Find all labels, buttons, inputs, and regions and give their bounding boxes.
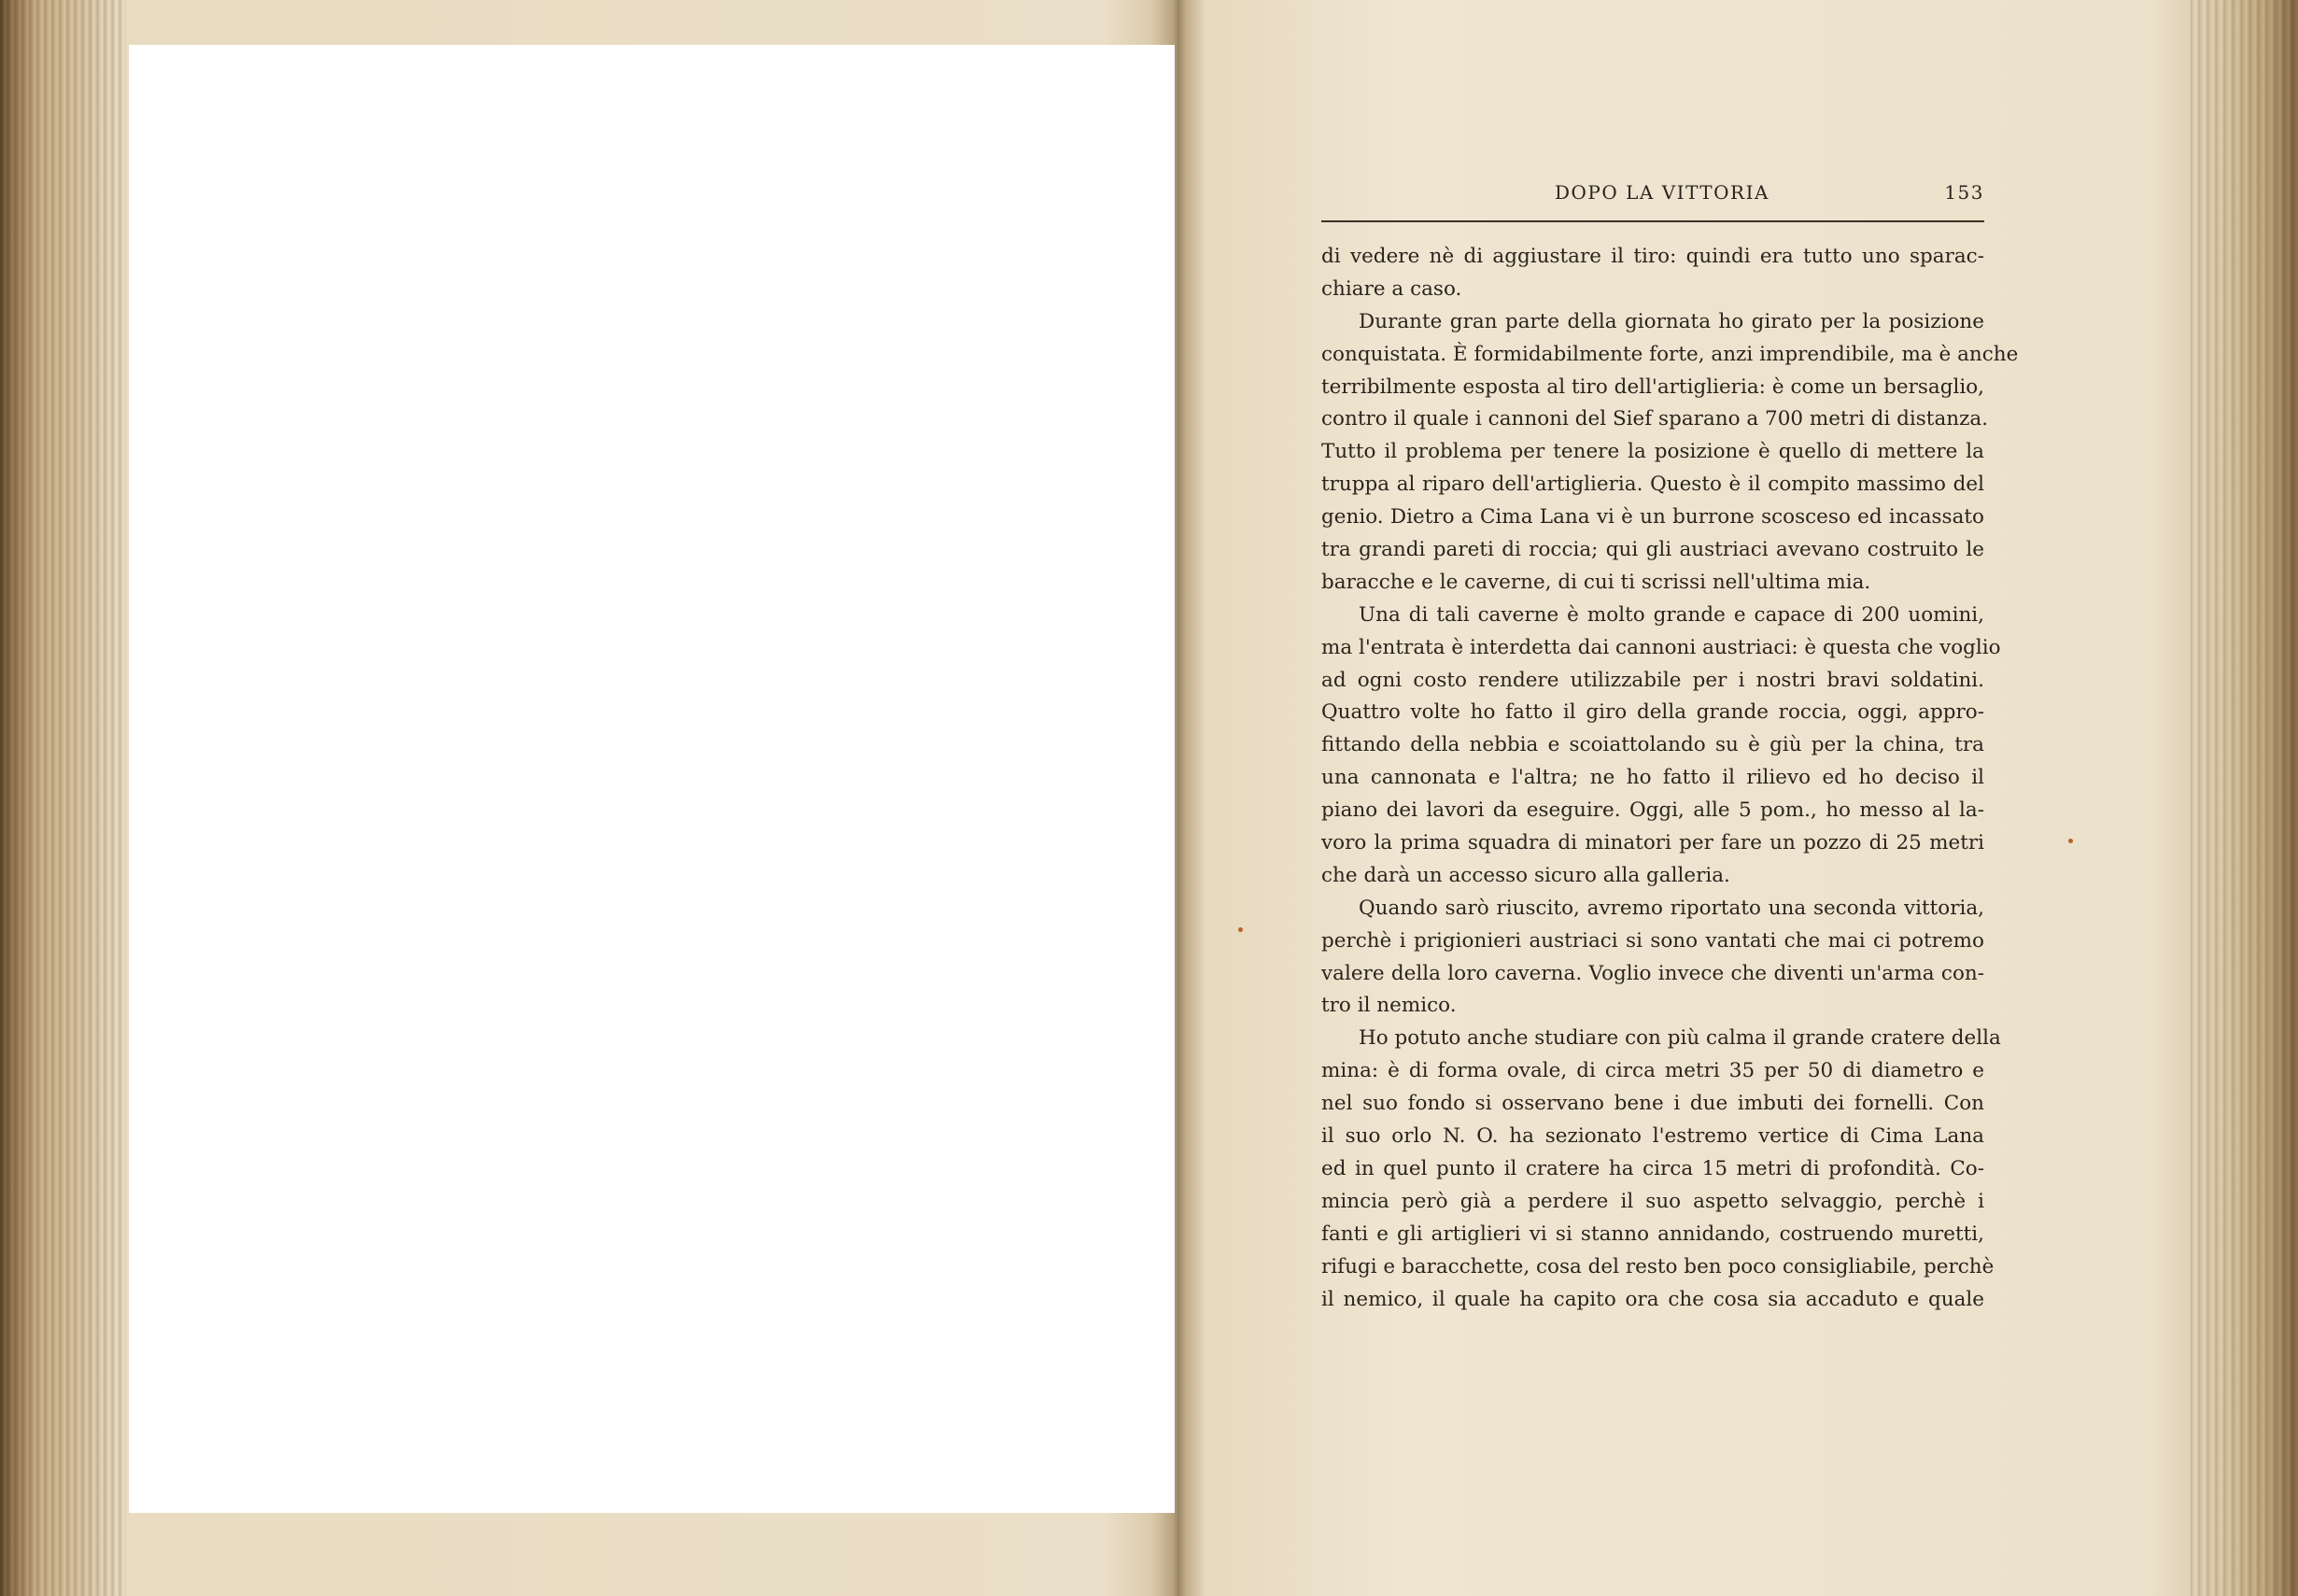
text-line: mina: è di forma ovale, di circa metri 35 per 50 di diametro e — [1321, 1059, 1984, 1083]
text-line: tra grandi pareti di roccia; qui gli austriaci avevano costruito le — [1321, 538, 1984, 562]
right-page — [1303, 0, 2019, 1596]
running-head — [1321, 177, 1984, 211]
paper-speck — [2068, 839, 2073, 843]
text-line: nel suo fondo si osservano bene i due imbuti dei fornelli. Con — [1321, 1092, 1984, 1116]
text-line: chiare a caso. — [1321, 276, 1462, 301]
text-line: conquistata. È formidabilmente forte, anzi imprendibile, ma è anche — [1321, 342, 2019, 366]
text-line: contro il quale i cannoni del Sief sparano a 700 metri di distanza. — [1321, 407, 1989, 431]
text-line: piano dei lavori da eseguire. Oggi, alle 5 pom., ho messo al la- — [1321, 798, 1984, 823]
text-line: ed in quel punto il cratere ha circa 15 metri di profondità. Co- — [1321, 1156, 1984, 1180]
text-line: mincia però già a perdere il suo aspetto selvaggio, perchè i — [1321, 1189, 1984, 1213]
text-line: rifugi e baracchette, cosa del resto ben poco consigliabile, perchè — [1321, 1254, 1995, 1278]
text-line: perchè i prigionieri austriaci si sono vantati che mai ci potremo — [1321, 928, 1984, 953]
text-line: fanti e gli artiglieri vi si stanno annidando, costruendo muretti, — [1321, 1222, 1984, 1246]
right-page-edges — [2191, 0, 2298, 1596]
text-line: il nemico, il quale ha capito ora che cosa sia accaduto e quale — [1321, 1287, 1984, 1311]
text-line: che darà un accesso sicuro alla galleria. — [1321, 863, 1730, 887]
text-line: fittando della nebbia e scoiattolando su è giù per la china, tra — [1321, 733, 1984, 757]
paper-speck — [1238, 927, 1243, 932]
text-line: Una di tali caverne è molto grande e capace di 200 uomini, — [1359, 602, 1984, 627]
text-line: Quattro volte ho fatto il giro della grande roccia, oggi, appro- — [1321, 700, 1984, 725]
text-line: di vedere nè di aggiustare il tiro: quindi era tutto uno sparac- — [1321, 245, 1984, 268]
text-line: valere della loro caverna. Voglio invece che diventi un'arma con- — [1321, 961, 1984, 985]
text-line: ma l'entrata è interdetta dai cannoni austriaci: è questa che voglio — [1321, 635, 2001, 659]
text-line: Durante gran parte della giornata ho girato per la posizione — [1359, 309, 1984, 333]
text-line: tro il nemico. — [1321, 994, 1457, 1018]
text-line: il suo orlo N. O. ha sezionato l'estremo vertice di Cima Lana — [1321, 1124, 1984, 1149]
header-rule — [1321, 220, 1984, 222]
running-head-title: DOPO LA VITTORIA — [1555, 181, 1769, 204]
text-line: Ho potuto anche studiare con più calma il grande cratere della — [1359, 1026, 2001, 1051]
text-line: voro la prima squadra di minatori per fare un pozzo di 25 metri — [1321, 831, 1984, 855]
body-text — [1321, 241, 2019, 1316]
text-line: baracche e le caverne, di cui ti scrissi nell'ultima mia. — [1321, 570, 1871, 594]
text-line: Quando sarò riuscito, avremo riportato una seconda vittoria, — [1359, 896, 1984, 920]
text-line: truppa al riparo dell'artiglieria. Questo è il compito massimo del — [1321, 473, 1984, 497]
blank-left-page — [129, 45, 1175, 1513]
text-line: ad ogni costo rendere utilizzabile per i nostri bravi soldatini. — [1321, 668, 1984, 692]
text-line: una cannonata e l'altra; ne ho fatto il rilievo ed ho deciso il — [1321, 766, 1984, 790]
text-line: Tutto il problema per tenere la posizione è quello di mettere la — [1321, 440, 1984, 464]
left-page-edges — [0, 0, 126, 1596]
page-number: 153 — [1944, 181, 1984, 204]
text-line: genio. Dietro a Cima Lana vi è un burrone scosceso ed incassato — [1321, 505, 1984, 530]
text-line: terribilmente esposta al tiro dell'artiglieria: è come un bersaglio, — [1321, 374, 1984, 399]
